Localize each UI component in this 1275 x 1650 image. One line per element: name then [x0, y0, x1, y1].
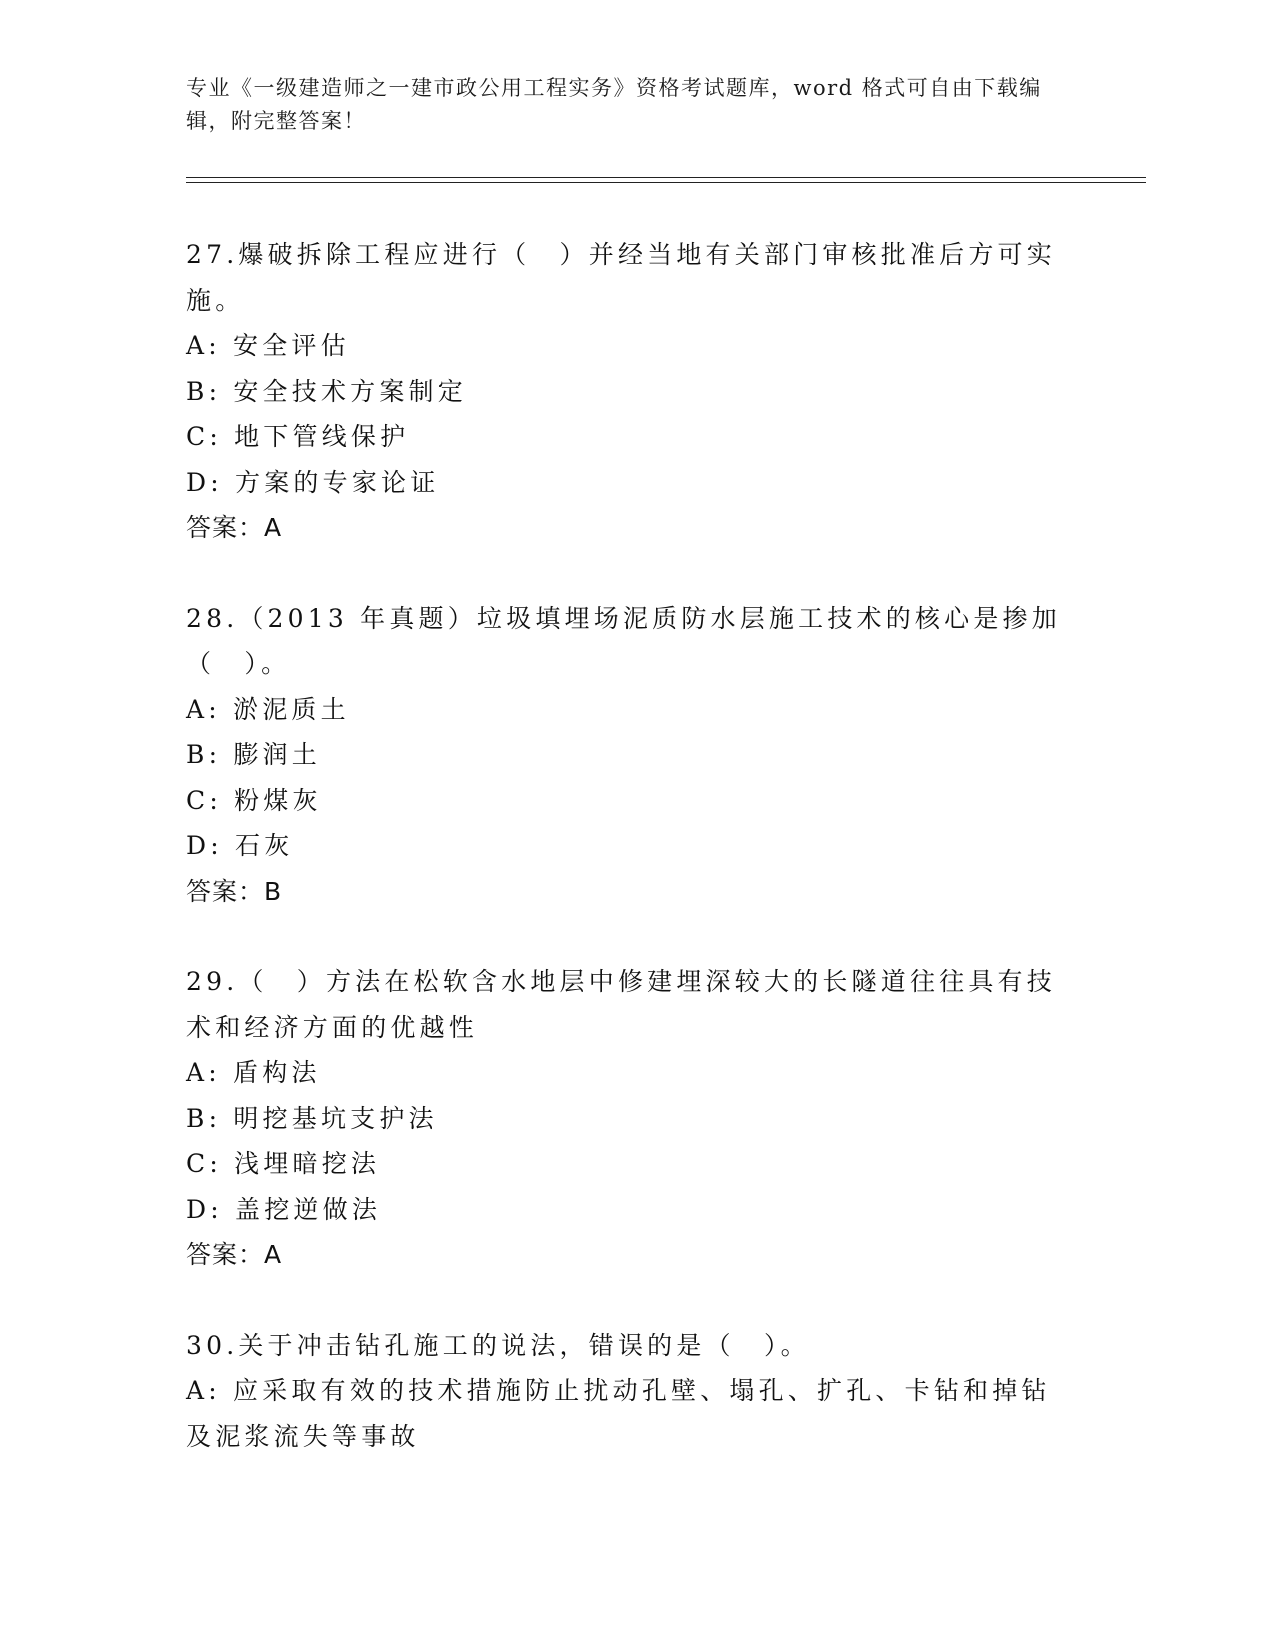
option-c: C: 粉煤灰 — [186, 785, 322, 815]
question-27 — [186, 232, 1066, 551]
answer-text: 答案：A — [186, 1240, 283, 1269]
option-b: B: 膨润土 — [186, 740, 321, 769]
header-rule-bottom — [186, 182, 1146, 183]
option-b: B: 明挖基坑支护法 — [186, 1103, 438, 1133]
question-list — [186, 232, 1066, 1504]
option-d: D: 盖挖逆做法 — [186, 1194, 382, 1224]
question-stem: 30.关于冲击钻孔施工的说法，错误的是（ ）。 — [186, 1330, 810, 1360]
option-d: D: 石灰 — [186, 831, 294, 860]
question-29 — [186, 959, 1066, 1278]
answer-text: 答案：A — [186, 513, 283, 542]
question-28 — [186, 596, 1066, 915]
option-a: A: 安全评估 — [186, 331, 350, 360]
document-header: 专业《一级建造师之一建市政公用工程实务》资格考试题库，word 格式可自由下载编辑，附完整答案！ — [186, 76, 1042, 133]
option-b: B: 安全技术方案制定 — [186, 376, 467, 406]
header-rule-top — [186, 177, 1146, 178]
answer-text: 答案：B — [186, 876, 283, 906]
option-a: A: 应采取有效的技术措施防止扰动孔壁、塌孔、扩孔、卡钻和掉钻及泥浆流失等事故 — [186, 1376, 1051, 1451]
question-stem: 29.（ ）方法在松软含水地层中修建埋深较大的长隧道往往具有技术和经济方面的优越性 — [186, 967, 1056, 1042]
option-d: D: 方案的专家论证 — [186, 467, 440, 497]
question-stem: 28.（2013 年真题）垃圾填埋场泥质防水层施工技术的核心是掺加（ ）。 — [186, 603, 1061, 678]
question-stem: 27.爆破拆除工程应进行（ ）并经当地有关部门审核批准后方可实施。 — [186, 240, 1056, 315]
option-c: C: 地下管线保护 — [186, 422, 410, 451]
option-c: C: 浅埋暗挖法 — [186, 1149, 381, 1178]
question-30 — [186, 1323, 1066, 1460]
option-a: A: 淤泥质土 — [186, 694, 350, 724]
option-a: A: 盾构法 — [186, 1058, 321, 1087]
